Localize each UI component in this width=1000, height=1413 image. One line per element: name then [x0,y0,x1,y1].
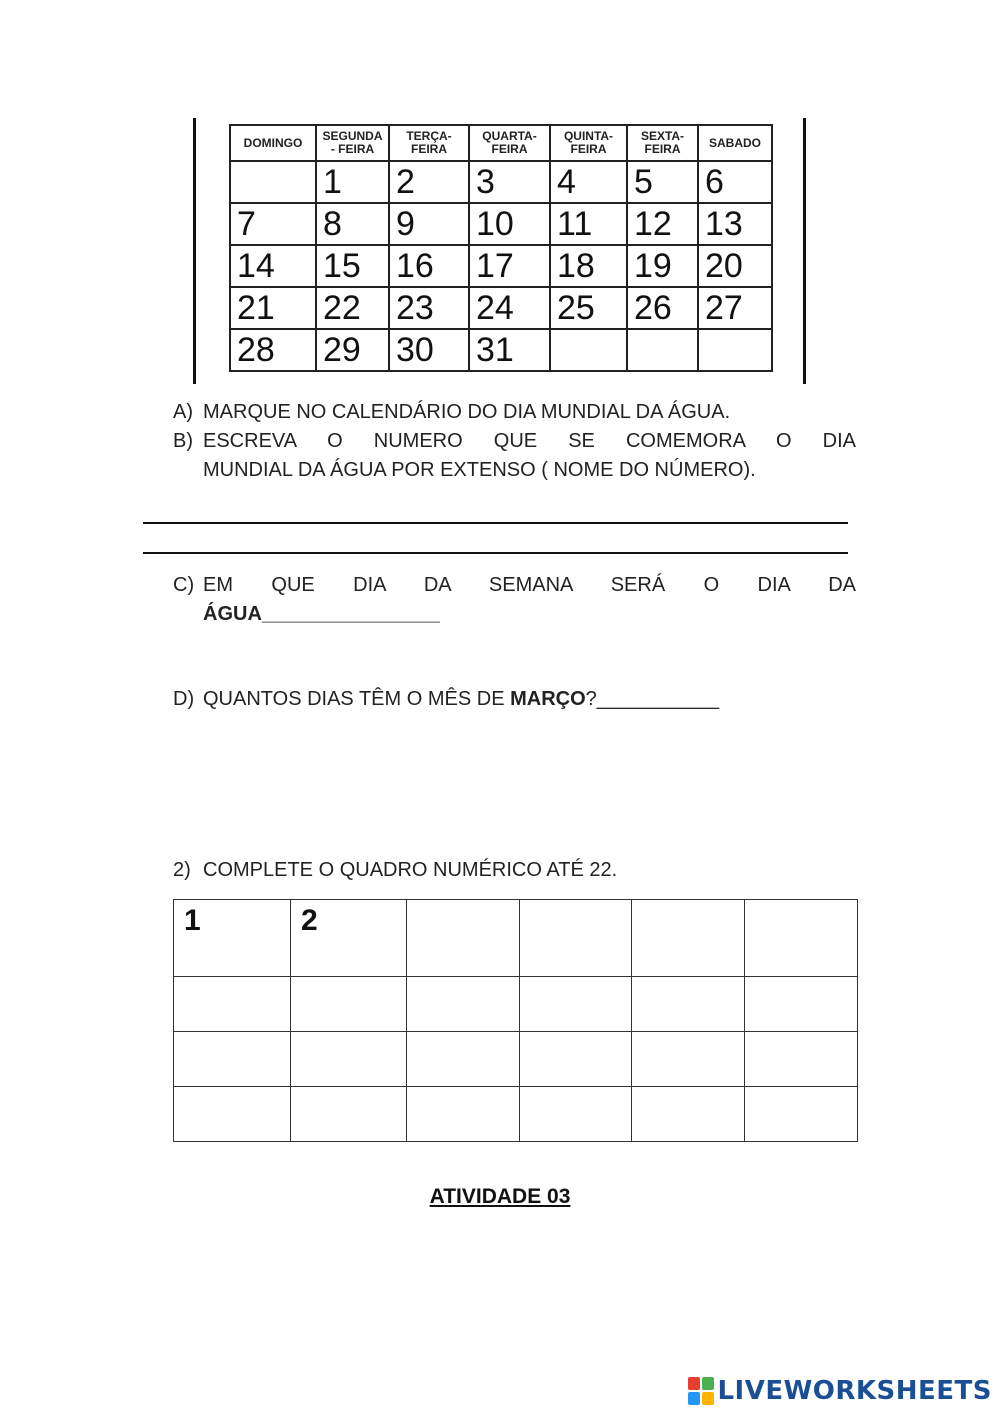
logo-square [688,1377,700,1390]
weekday-header: QUARTA- FEIRA [469,125,550,161]
number-grid-cell[interactable]: 1 [174,900,291,977]
number-grid-cell[interactable] [520,1087,632,1142]
calendar-day-cell[interactable] [230,161,316,203]
question-d-bold-word: MARÇO [510,688,586,710]
calendar-week-row [230,161,772,203]
calendar-day-cell[interactable]: 9 [389,203,469,245]
calendar-day-cell[interactable]: 4 [550,161,627,203]
number-grid-row [174,900,858,977]
question-b-label: B) [173,430,193,452]
number-grid-cell[interactable] [291,1087,407,1142]
calendar-week-row [230,245,772,287]
question-d-label: D) [173,688,195,710]
calendar-week-row [230,287,772,329]
question-c-bold-word: ÁGUA [203,603,262,625]
logo-square [702,1377,714,1390]
activity-title: ATIVIDADE 03 [429,1185,571,1208]
exercise-2 [173,856,856,885]
question-d-answer-blank[interactable]: ?___________ [585,688,720,710]
calendar-day-cell[interactable]: 30 [389,329,469,371]
calendar-day-cell[interactable]: 12 [627,203,698,245]
question-b [173,427,856,485]
calendar-day-cell[interactable]: 29 [316,329,389,371]
calendar-week-row [230,203,772,245]
question-a [173,398,856,427]
calendar-day-cell[interactable]: 22 [316,287,389,329]
weekday-header: DOMINGO [230,125,316,161]
number-grid-cell[interactable] [520,1032,632,1087]
number-grid-cell[interactable] [174,977,291,1032]
question-c [173,571,856,629]
calendar-day-cell[interactable] [698,329,772,371]
calendar-day-cell[interactable]: 19 [627,245,698,287]
answer-line-1[interactable] [143,522,848,524]
march-calendar [229,124,773,372]
liveworksheets-brand [688,1375,992,1407]
number-grid-cell[interactable]: 2 [291,900,407,977]
question-a-label: A) [173,401,193,423]
number-grid-cell[interactable] [174,1032,291,1087]
question-c-label: C) [173,574,195,596]
number-grid-cell[interactable] [745,900,858,977]
question-a-text: MARQUE NO CALENDÁRIO DO DIA MUNDIAL DA ÁGUA. [203,401,731,423]
number-grid-cell[interactable] [291,977,407,1032]
weekday-header: SEGUNDA - FEIRA [316,125,389,161]
number-grid [173,899,858,1142]
number-grid-cell[interactable] [632,1087,745,1142]
number-grid-cell[interactable] [291,1032,407,1087]
calendar-day-cell[interactable]: 20 [698,245,772,287]
calendar-day-cell[interactable]: 18 [550,245,627,287]
number-grid-cell[interactable] [407,1032,520,1087]
calendar-day-cell[interactable]: 11 [550,203,627,245]
answer-line-2[interactable] [143,552,848,554]
weekday-header: SEXTA- FEIRA [627,125,698,161]
calendar-day-cell[interactable]: 17 [469,245,550,287]
calendar-day-cell[interactable]: 7 [230,203,316,245]
number-grid-cell[interactable] [407,900,520,977]
calendar-day-cell[interactable]: 16 [389,245,469,287]
weekday-header: QUINTA- FEIRA [550,125,627,161]
calendar-day-cell[interactable]: 1 [316,161,389,203]
calendar-day-cell[interactable]: 23 [389,287,469,329]
calendar-week-row [230,329,772,371]
number-grid-cell[interactable] [407,977,520,1032]
question-c-line2 [203,600,856,629]
weekday-header: SABADO [698,125,772,161]
calendar-day-cell[interactable]: 15 [316,245,389,287]
brand-name: LIVEWORKSHEETS [717,1376,992,1406]
calendar-day-cell[interactable]: 31 [469,329,550,371]
exercise-2-label: 2) [173,859,191,881]
calendar-day-cell[interactable]: 28 [230,329,316,371]
question-c-answer-blank[interactable]: ________________ [261,603,440,625]
question-d-text-wrap [203,685,856,714]
calendar-day-cell[interactable]: 21 [230,287,316,329]
question-c-line1: EM QUE DIA DA SEMANA SERÁ O DIA DA [203,574,856,596]
number-grid-cell[interactable] [745,1087,858,1142]
number-grid-row [174,1087,858,1142]
calendar-frame-right [803,118,806,384]
calendar-frame-left [193,118,196,384]
number-grid-cell[interactable] [745,1032,858,1087]
number-grid-cell[interactable] [520,900,632,977]
calendar-header-row [230,125,772,161]
calendar-day-cell[interactable]: 13 [698,203,772,245]
number-grid-row [174,1032,858,1087]
number-grid-cell[interactable] [174,1087,291,1142]
exercise-2-text: COMPLETE O QUADRO NUMÉRICO ATÉ 22. [203,859,618,881]
weekday-header: TERÇA- FEIRA [389,125,469,161]
calendar-day-cell[interactable]: 3 [469,161,550,203]
logo-square [688,1392,700,1405]
calendar-day-cell[interactable]: 8 [316,203,389,245]
number-grid-cell[interactable] [632,1032,745,1087]
calendar-day-cell[interactable]: 25 [550,287,627,329]
calendar-day-cell[interactable]: 27 [698,287,772,329]
question-d-text: QUANTOS DIAS TÊM O MÊS DE [203,688,511,710]
calendar-day-cell[interactable]: 6 [698,161,772,203]
number-grid-cell[interactable] [632,977,745,1032]
calendar-day-cell[interactable]: 5 [627,161,698,203]
calendar-day-cell[interactable]: 14 [230,245,316,287]
calendar-day-cell[interactable]: 10 [469,203,550,245]
calendar-day-cell[interactable]: 2 [389,161,469,203]
question-d [173,685,856,714]
number-grid-cell[interactable] [520,977,632,1032]
calendar-day-cell[interactable]: 26 [627,287,698,329]
number-grid-cell[interactable] [745,977,858,1032]
number-grid-cell[interactable] [632,900,745,977]
calendar-day-cell[interactable]: 24 [469,287,550,329]
question-b-line1: ESCREVA O NUMERO QUE SE COMEMORA O DIA [203,430,856,452]
number-grid-cell[interactable] [407,1087,520,1142]
calendar-day-cell[interactable] [550,329,627,371]
calendar-day-cell[interactable] [627,329,698,371]
question-b-line2: MUNDIAL DA ÁGUA POR EXTENSO ( NOME DO NÚMERO). [203,459,756,481]
number-grid-row [174,977,858,1032]
logo-square [702,1392,714,1405]
liveworksheets-logo-icon [688,1377,714,1405]
